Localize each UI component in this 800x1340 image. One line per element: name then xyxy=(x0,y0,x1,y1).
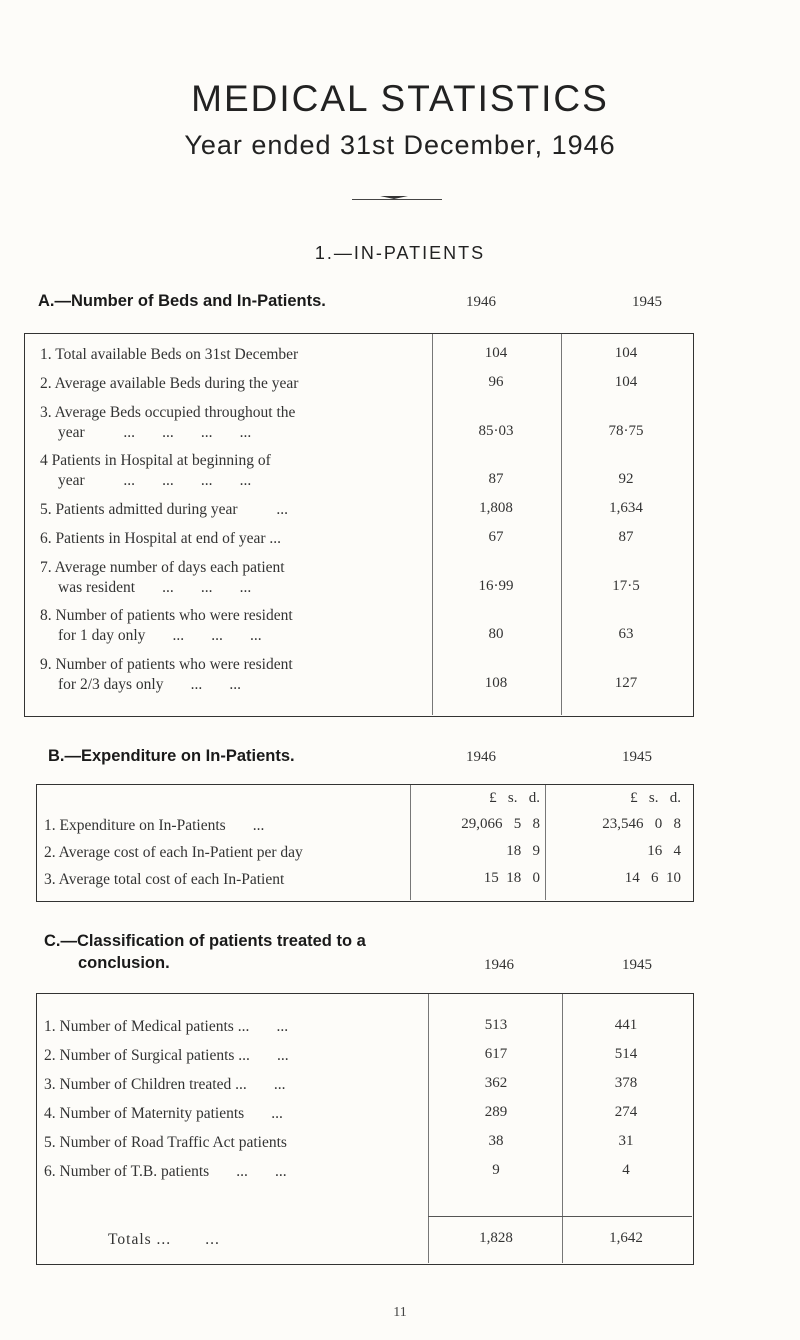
table-cell-1946: 38 xyxy=(488,1133,504,1149)
table-cell-1945: 104 xyxy=(614,374,638,390)
table-row-label: 1. Number of Medical patients ... ... xyxy=(44,1018,289,1035)
table-row-label: 9. Number of patients who were resident xyxy=(40,656,293,673)
table-cell-1946: 80 xyxy=(488,626,504,642)
table-cell-1946: 9 xyxy=(492,1162,500,1178)
section-c-col-divider-2 xyxy=(562,994,563,1263)
section-c-heading-cont: conclusion. xyxy=(78,954,170,972)
totals-rule xyxy=(428,1216,692,1217)
table-row-label-cont: year ... ... ... ... xyxy=(58,424,252,441)
table-row-label: 5. Number of Road Traffic Act patients xyxy=(44,1134,287,1151)
totals-label: Totals ... ... xyxy=(108,1231,220,1248)
section-c-year-1945: 1945 xyxy=(622,957,652,973)
table-row-label: 3. Average Beds occupied throughout the xyxy=(40,404,296,421)
table-row-label: 3. Number of Children treated ... ... xyxy=(44,1076,286,1093)
table-cell-1945: 378 xyxy=(614,1075,638,1091)
section-b-year-1946: 1946 xyxy=(466,749,496,765)
section-a-col-divider-2 xyxy=(561,334,562,715)
table-cell-1946: 16·99 xyxy=(478,578,514,594)
table-cell-1945: 441 xyxy=(614,1017,638,1033)
section-b-heading: B.—Expenditure on In-Patients. xyxy=(48,747,295,765)
page-title: MEDICAL STATISTICS xyxy=(191,78,609,119)
section-c-col-divider-1 xyxy=(428,994,429,1263)
table-cell-1946: 289 xyxy=(484,1104,508,1120)
table-cell-1945: 514 xyxy=(614,1046,638,1062)
table-row-label: 4. Number of Maternity patients ... xyxy=(44,1105,283,1122)
section-heading: 1.—IN-PATIENTS xyxy=(314,243,486,263)
table-row-label: 6. Number of T.B. patients ... ... xyxy=(44,1163,287,1180)
table-row-label-cont: for 2/3 days only ... ... xyxy=(58,676,241,693)
section-a-year-1946: 1946 xyxy=(466,294,496,310)
table-cell-1946: 15 18 0 xyxy=(483,870,540,886)
table-cell-1945: 127 xyxy=(614,675,638,691)
table-row-label-cont: year ... ... ... ... xyxy=(58,472,252,489)
table-row-label: 8. Number of patients who were resident xyxy=(40,607,293,624)
table-cell-1945: 78·75 xyxy=(608,423,644,439)
table-cell-1946: 617 xyxy=(484,1046,508,1062)
section-c-heading: C.—Classification of patients treated to a xyxy=(44,932,366,950)
section-a-col-divider-1 xyxy=(432,334,433,715)
table-cell-1945: 1,634 xyxy=(609,500,643,516)
page-number: 11 xyxy=(393,1305,407,1320)
table-cell-1946: 67 xyxy=(488,529,504,545)
table-cell-1945: 104 xyxy=(614,345,638,361)
section-a-year-1945: 1945 xyxy=(632,294,662,310)
table-cell-1945: 63 xyxy=(618,626,634,642)
table-row-label: 5. Patients admitted during year ... xyxy=(40,501,288,518)
table-row-label: 1. Expenditure on In-Patients ... xyxy=(44,817,265,834)
table-cell-1946: 108 xyxy=(484,675,508,691)
section-b-year-1945: 1945 xyxy=(622,749,652,765)
table-row-label: 6. Patients in Hospital at end of year ... xyxy=(40,530,282,547)
divider-ornament xyxy=(380,196,408,199)
page-subtitle: Year ended 31st December, 1946 xyxy=(184,130,616,160)
table-row-label: 1. Total available Beds on 31st December xyxy=(40,346,299,363)
table-cell-1946: 96 xyxy=(488,374,504,390)
table-cell-1945: 92 xyxy=(618,471,634,487)
table-cell-1945: 87 xyxy=(618,529,634,545)
table-row-label-cont: was resident ... ... ... xyxy=(58,579,252,596)
section-c-year-1946: 1946 xyxy=(484,957,514,973)
section-b-currency-head-1946: £ s. d. xyxy=(489,790,540,806)
table-cell-1945: 274 xyxy=(614,1104,638,1120)
table-cell-1946: 104 xyxy=(484,345,508,361)
table-cell-1945: 23,546 0 8 xyxy=(602,816,681,832)
table-row-label: 2. Number of Surgical patients ... ... xyxy=(44,1047,289,1064)
table-cell-1946: 87 xyxy=(488,471,504,487)
table-row-label: 4 Patients in Hospital at beginning of xyxy=(40,452,271,469)
table-row-label: 2. Average available Beds during the year xyxy=(40,375,299,392)
totals-1945: 1,642 xyxy=(609,1230,643,1246)
table-cell-1945: 4 xyxy=(622,1162,630,1178)
table-cell-1945: 14 6 10 xyxy=(624,870,681,886)
divider-rule xyxy=(352,199,442,200)
table-cell-1946: 362 xyxy=(484,1075,508,1091)
section-a-heading: A.—Number of Beds and In-Patients. xyxy=(38,292,326,310)
table-cell-1945: 31 xyxy=(618,1133,634,1149)
table-cell-1946: 29,066 5 8 xyxy=(461,816,540,832)
table-row-label-cont: for 1 day only ... ... ... xyxy=(58,627,262,644)
table-cell-1946: 85·03 xyxy=(478,423,514,439)
table-cell-1945: 16 4 xyxy=(647,843,681,859)
totals-1946: 1,828 xyxy=(479,1230,513,1246)
table-cell-1946: 18 9 xyxy=(506,843,540,859)
table-row-label: 3. Average total cost of each In-Patient xyxy=(44,871,285,888)
section-b-currency-head-1945: £ s. d. xyxy=(630,790,681,806)
table-cell-1946: 513 xyxy=(484,1017,508,1033)
table-cell-1946: 1,808 xyxy=(479,500,513,516)
table-cell-1945: 17·5 xyxy=(612,578,640,594)
table-row-label: 7. Average number of days each patient xyxy=(40,559,285,576)
table-row-label: 2. Average cost of each In-Patient per day xyxy=(44,844,303,861)
